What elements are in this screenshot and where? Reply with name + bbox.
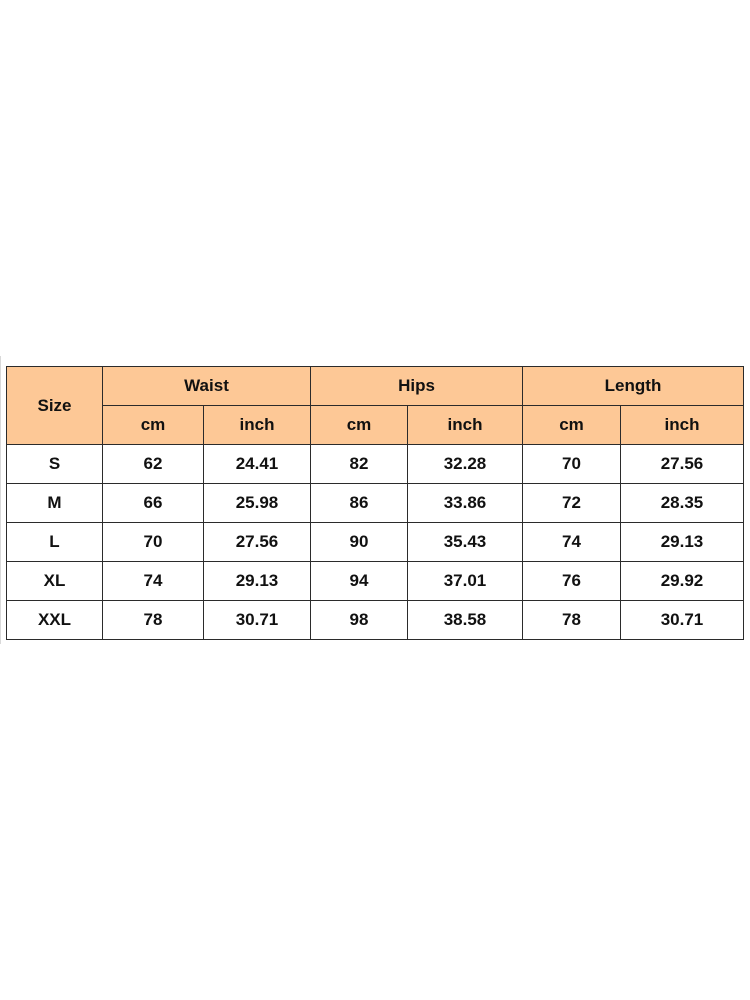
hips-cm-cell: 90: [311, 523, 408, 562]
table-row: [7, 523, 744, 562]
size-cell: XL: [7, 562, 103, 601]
length-cm-header: cm: [523, 406, 621, 445]
waist-header: Waist: [103, 367, 311, 406]
size-cell: L: [7, 523, 103, 562]
header-group-row: [7, 367, 744, 406]
length-cm-cell: 74: [523, 523, 621, 562]
length-inch-cell: 27.56: [621, 445, 744, 484]
left-edge-divider: [0, 356, 1, 644]
waist-cm-cell: 70: [103, 523, 204, 562]
hips-cm-cell: 94: [311, 562, 408, 601]
hips-inch-cell: 32.28: [408, 445, 523, 484]
hips-inch-cell: 37.01: [408, 562, 523, 601]
header-unit-row: [7, 406, 744, 445]
length-inch-cell: 29.92: [621, 562, 744, 601]
size-cell: S: [7, 445, 103, 484]
table-row: [7, 445, 744, 484]
hips-cm-cell: 86: [311, 484, 408, 523]
hips-cm-header: cm: [311, 406, 408, 445]
waist-inch-cell: 27.56: [204, 523, 311, 562]
length-header: Length: [523, 367, 744, 406]
waist-inch-header: inch: [204, 406, 311, 445]
size-cell: XXL: [7, 601, 103, 640]
waist-inch-cell: 30.71: [204, 601, 311, 640]
length-inch-header: inch: [621, 406, 744, 445]
length-cm-cell: 78: [523, 601, 621, 640]
table-row: [7, 562, 744, 601]
waist-inch-cell: 24.41: [204, 445, 311, 484]
hips-inch-cell: 33.86: [408, 484, 523, 523]
hips-cm-cell: 82: [311, 445, 408, 484]
waist-cm-cell: 74: [103, 562, 204, 601]
waist-cm-cell: 78: [103, 601, 204, 640]
hips-cm-cell: 98: [311, 601, 408, 640]
size-chart-table: [6, 366, 744, 640]
length-cm-cell: 70: [523, 445, 621, 484]
waist-cm-cell: 62: [103, 445, 204, 484]
table-row: [7, 484, 744, 523]
hips-inch-header: inch: [408, 406, 523, 445]
size-header: Size: [7, 367, 103, 445]
table-row: [7, 601, 744, 640]
hips-header: Hips: [311, 367, 523, 406]
waist-cm-header: cm: [103, 406, 204, 445]
waist-cm-cell: 66: [103, 484, 204, 523]
length-cm-cell: 72: [523, 484, 621, 523]
waist-inch-cell: 29.13: [204, 562, 311, 601]
hips-inch-cell: 35.43: [408, 523, 523, 562]
length-inch-cell: 29.13: [621, 523, 744, 562]
length-inch-cell: 28.35: [621, 484, 744, 523]
length-inch-cell: 30.71: [621, 601, 744, 640]
hips-inch-cell: 38.58: [408, 601, 523, 640]
size-cell: M: [7, 484, 103, 523]
waist-inch-cell: 25.98: [204, 484, 311, 523]
length-cm-cell: 76: [523, 562, 621, 601]
